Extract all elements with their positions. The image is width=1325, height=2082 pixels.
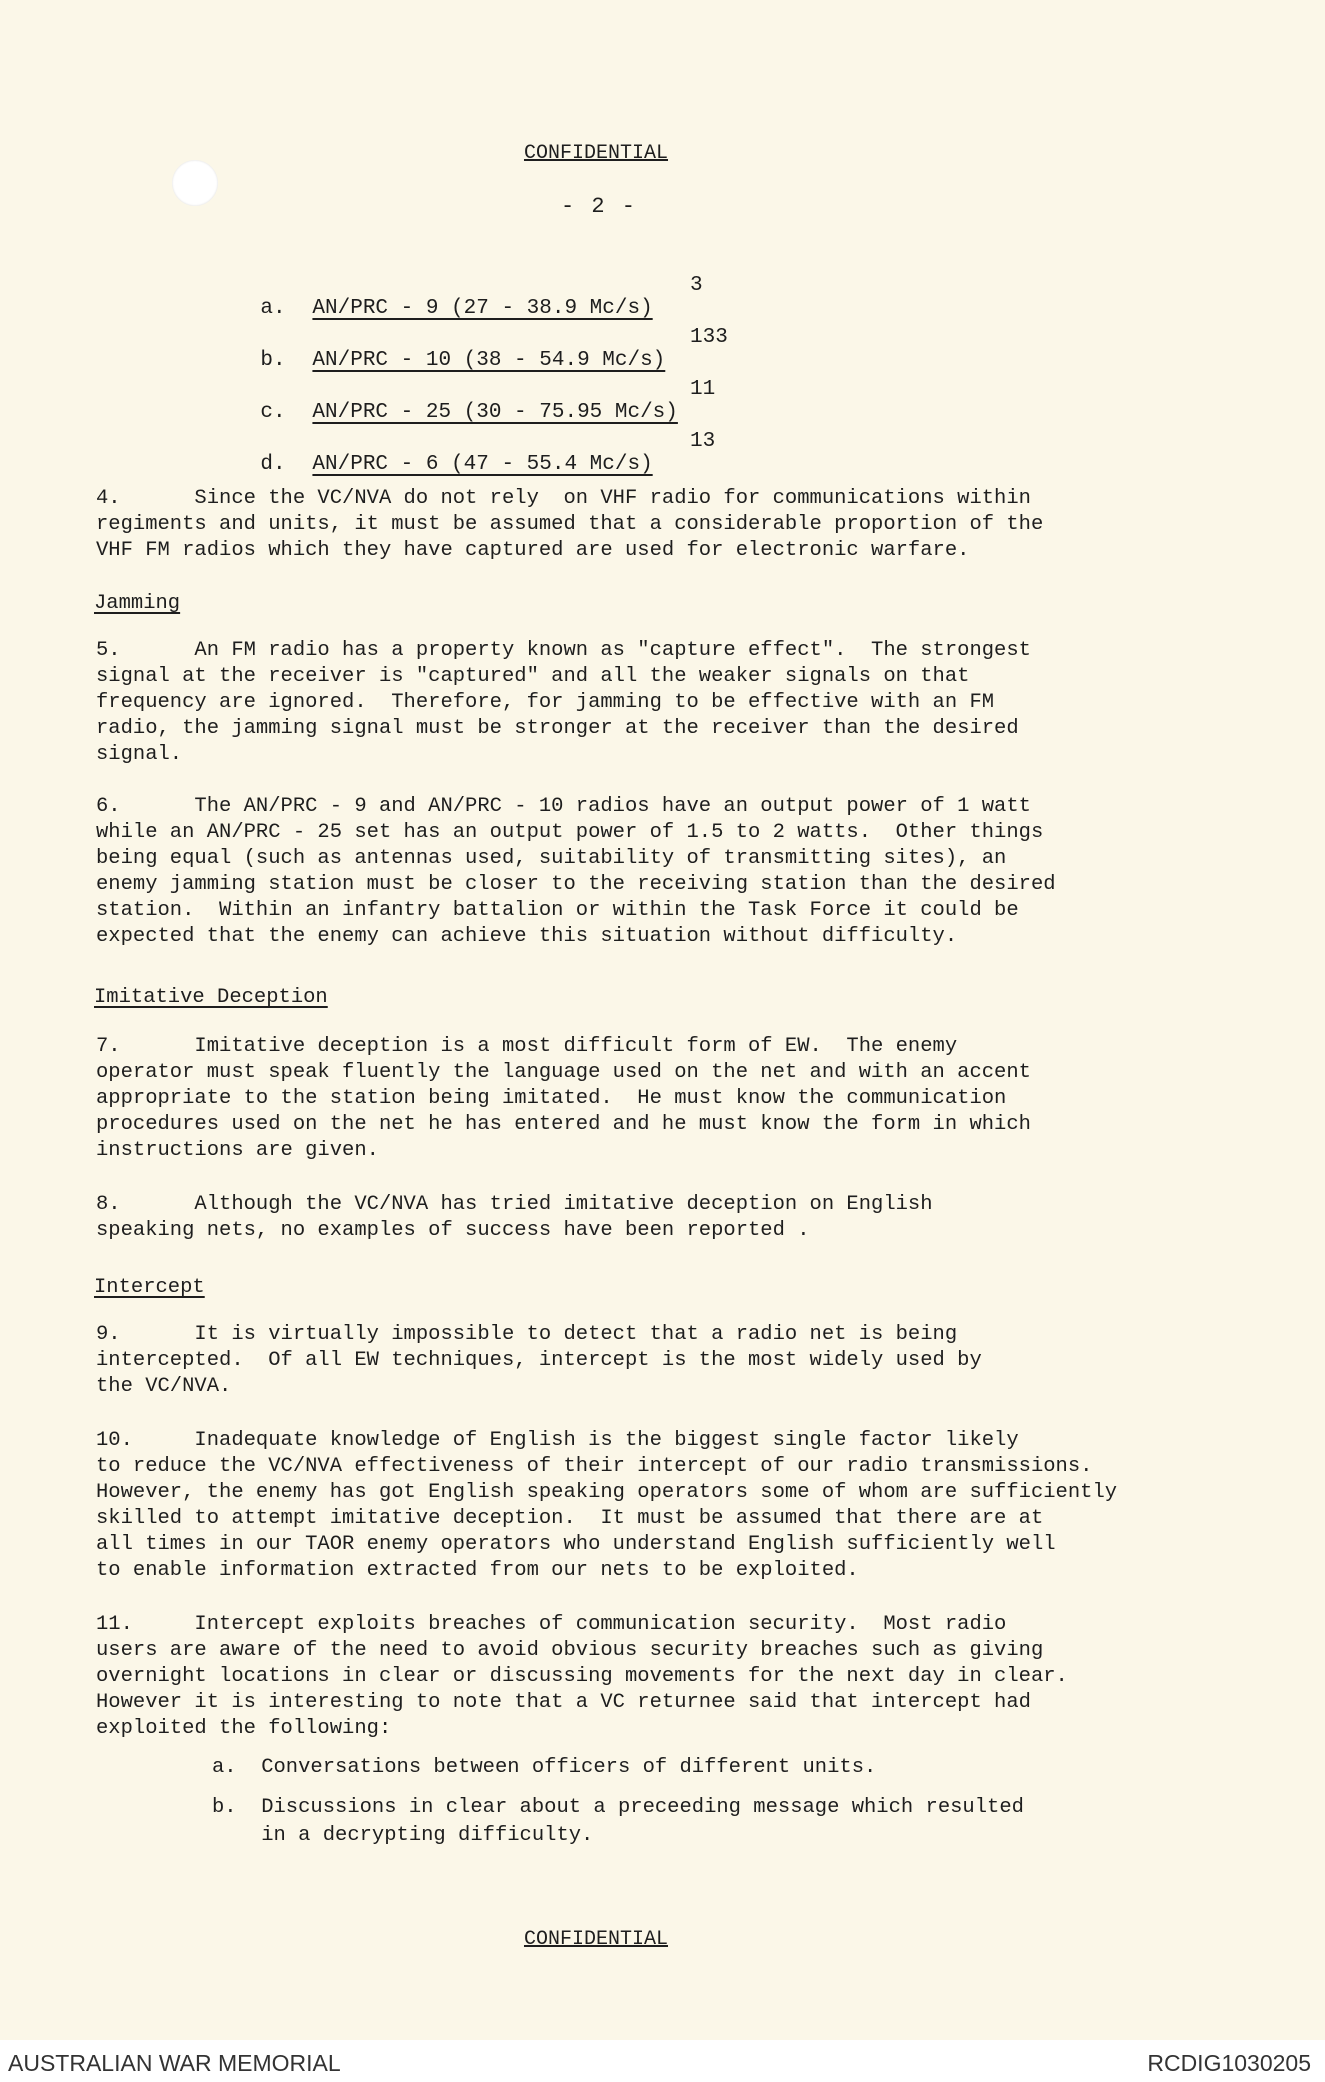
classification-bottom: CONFIDENTIAL — [523, 1928, 669, 1951]
radio-item-label: AN/PRC - 25 (30 - 75.95 Mc/s) — [312, 401, 678, 424]
radio-item-letter: a. — [260, 297, 286, 320]
radio-item-count: 3 — [690, 274, 703, 297]
heading-jamming: Jamming — [94, 592, 181, 615]
paragraph-11: 11. Intercept exploits breaches of communication security. Most radio users are aware of the need to avoid obvious security breaches such as giving overnight locations in clear or discussing movements for the next day in clear. However it is interesting to note that a VC returnee said that intercept had exploited the following: — [96, 1613, 1068, 1740]
radio-item-label: AN/PRC - 9 (27 - 38.9 Mc/s) — [312, 297, 653, 320]
radio-item-letter: b. — [260, 349, 286, 372]
radio-item-count: 11 — [690, 378, 716, 401]
classification-top: CONFIDENTIAL — [523, 142, 669, 165]
radio-item-label: AN/PRC - 6 (47 - 55.4 Mc/s) — [312, 453, 653, 476]
heading-imitative-deception: Imitative Deception — [94, 986, 328, 1009]
footer-archive-name: AUSTRALIAN WAR MEMORIAL — [8, 2050, 341, 2076]
paragraph-9: 9. It is virtually impossible to detect that a radio net is being intercepted. Of all EW techniques, intercept is the most widely used by the VC/NVA. — [96, 1323, 982, 1398]
paragraph-10: 10. Inadequate knowledge of English is the biggest single factor likely to reduce the VC/NVA effectiveness of their intercept of our radio transmissions. However, the enemy has got English speaking operators some of whom are sufficiently skilled to attempt imitative deception. It must be assumed that there are at all times in our TAOR enemy operators who understand English sufficiently well to enable information extracted from our nets to be exploited. — [96, 1429, 1118, 1582]
radio-item-count: 13 — [690, 430, 716, 453]
heading-intercept: Intercept — [94, 1276, 205, 1299]
paragraph-4: 4. Since the VC/NVA do not rely on VHF radio for communications within regiments and units, it must be assumed that a considerable proportion of the VHF FM radios which they have captured are used for electronic warfare. — [96, 487, 1044, 562]
footer-record-id: RCDIG1030205 — [1147, 2050, 1311, 2076]
sub-item-a: a. Conversations between officers of different units. — [212, 1756, 877, 1779]
paragraph-6: 6. The AN/PRC - 9 and AN/PRC - 10 radios have an output power of 1 watt while an AN/PRC - 25 set has an output power of 1.5 to 2 watts. Other things being equal (such as antennas used, suitability of transmitting sites), an enemy jamming station must be closer to the receiving station than the desired station. Within an infantry battalion or within the Task Force it could be expected that the enemy can achieve this situation without difficulty. — [96, 795, 1056, 948]
paragraph-5: 5. An FM radio has a property known as "capture effect". The strongest signal at the receiver is "captured" and all the weaker signals on that frequency are ignored. Therefore, for jamming to be effective with an FM radio, the jamming signal must be stronger at the receiver than the desired signal. — [96, 639, 1031, 766]
page-number: - 2 - — [560, 194, 637, 219]
archive-footer — [0, 2040, 1325, 2082]
paragraph-7: 7. Imitative deception is a most difficult form of EW. The enemy operator must speak fluently the language used on the net and with an accent appropriate to the station being imitated. He must know the communication procedures used on the net he has entered and he must know the form in which instructions are given. — [96, 1035, 1031, 1162]
radio-item-letter: d. — [260, 453, 286, 476]
paragraph-8: 8. Although the VC/NVA has tried imitative deception on English speaking nets, no examples of success have been reported . — [96, 1193, 933, 1242]
radio-item-count: 133 — [690, 326, 728, 349]
sub-item-b: b. Discussions in clear about a preceeding message which resulted in a decrypting difficulty. — [212, 1796, 1024, 1847]
radio-item-letter: c. — [260, 401, 286, 424]
radio-item-label: AN/PRC - 10 (38 - 54.9 Mc/s) — [312, 349, 666, 372]
